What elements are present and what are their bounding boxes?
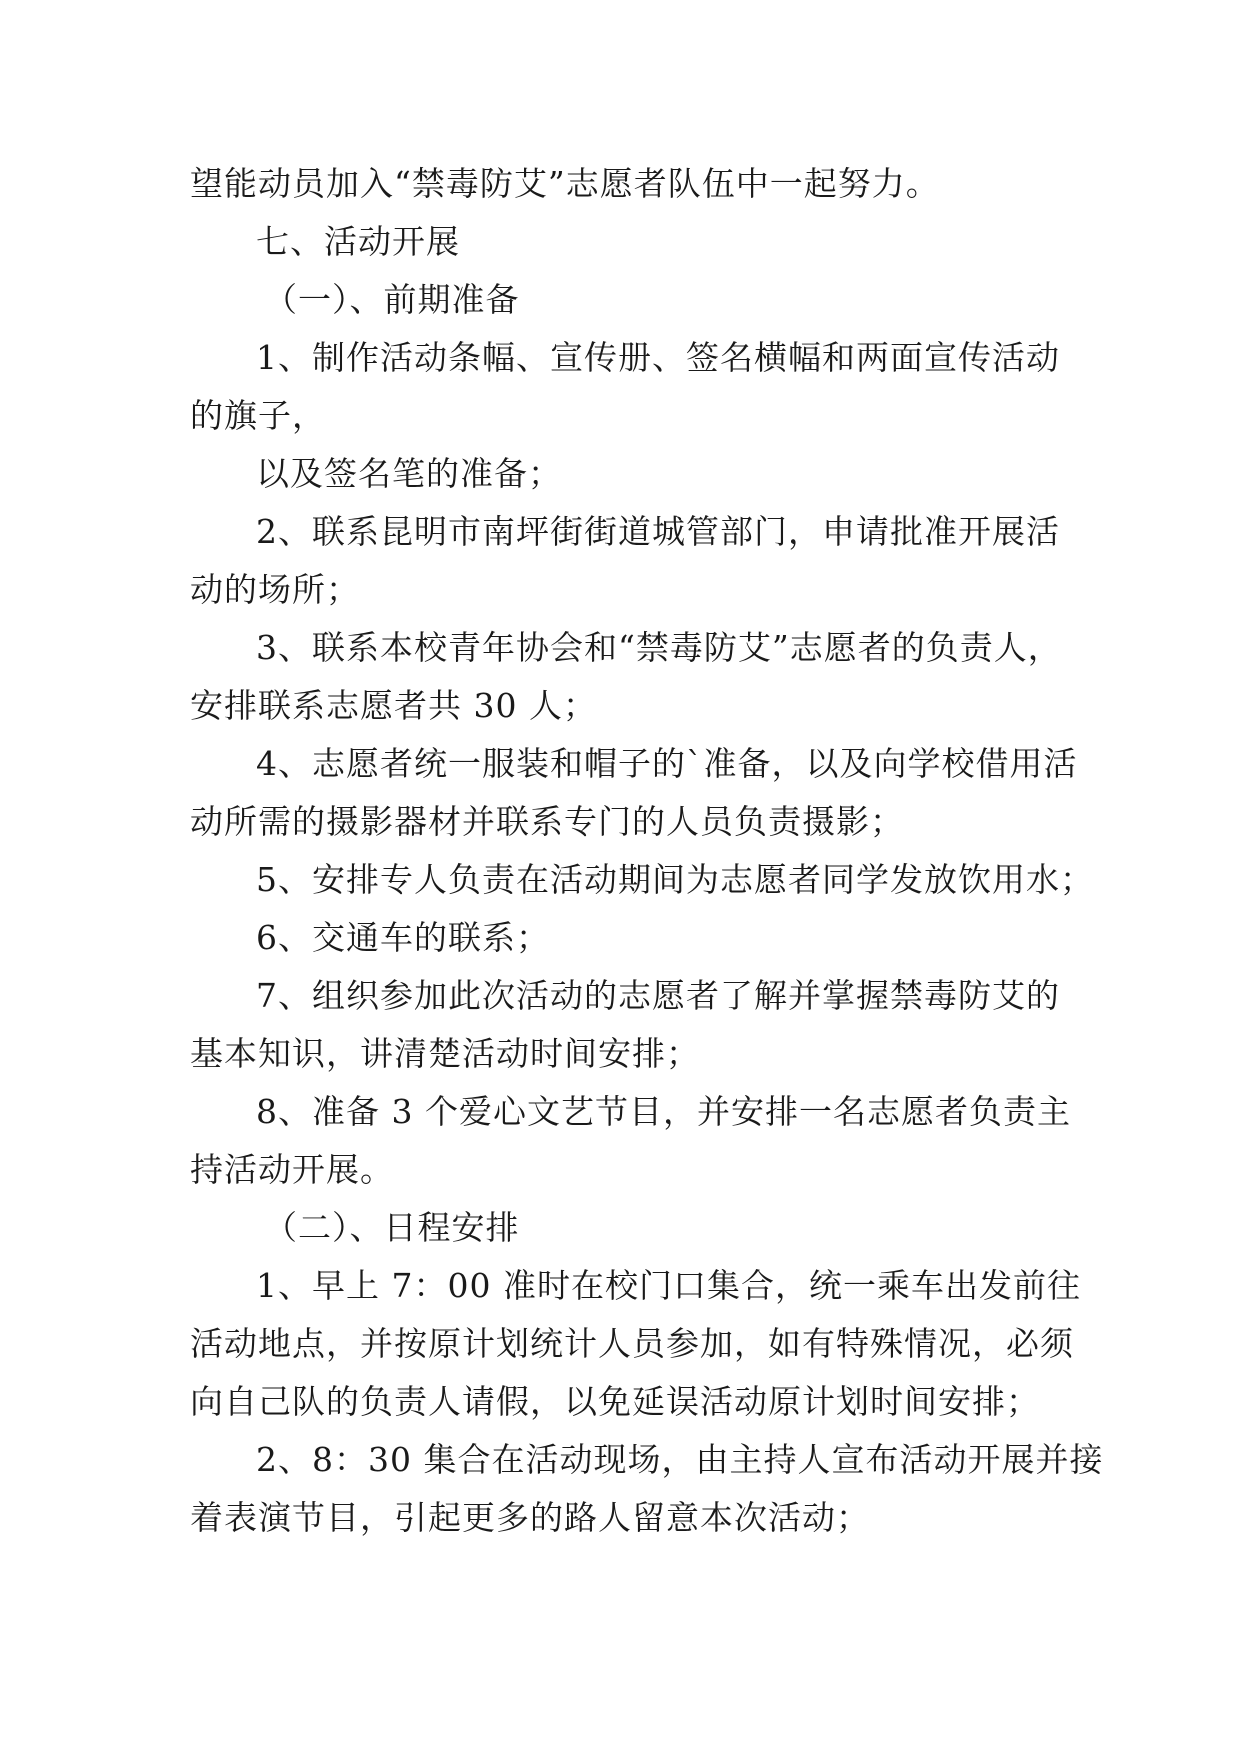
list-item-line: 3、联系本校青年协会和“禁毒防艾”志愿者的负责人， [256,628,1062,667]
list-item-line: 8、准备 3 个爱心文艺节目，并安排一名志愿者负责主 [256,1092,1071,1131]
list-item-line: 持活动开展。 [190,1150,394,1189]
list-item-line: 着表演节目，引起更多的路人留意本次活动； [190,1498,870,1537]
list-item-line: 7、组织参加此次活动的志愿者了解并掌握禁毒防艾的 [256,976,1060,1015]
list-item-line: 安排联系志愿者共 30 人； [190,686,597,725]
list-item-line: 5、安排专人负责在活动期间为志愿者同学发放饮用水； [256,860,1094,899]
list-item-line: 动所需的摄影器材并联系专门的人员负责摄影； [190,802,904,841]
section-heading: 七、活动开展 [256,222,460,261]
list-item-line: 的旗子， [190,396,326,435]
list-item-line: 1、早上 7：00 准时在校门口集合，统一乘车出发前往 [256,1266,1081,1305]
list-item-line: 动的场所； [190,570,360,609]
list-item-line: 活动地点，并按原计划统计人员参加，如有特殊情况，必须 [190,1324,1074,1363]
list-item-line: 基本知识，讲清楚活动时间安排； [190,1034,700,1073]
list-item-line: 4、志愿者统一服装和帽子的`准备，以及向学校借用活 [256,744,1078,783]
subsection-heading: （二）、日程安排 [264,1208,520,1247]
paragraph-line: 望能动员加入“禁毒防艾”志愿者队伍中一起努力。 [190,164,940,203]
list-item-line: 1、制作活动条幅、宣传册、签名横幅和两面宣传活动 [256,338,1060,377]
list-item-line: 2、8：30 集合在活动现场，由主持人宣布活动开展并接 [256,1440,1104,1479]
document-body [190,155,1104,1547]
list-item-line: 向自己队的负责人请假，以免延误活动原计划时间安排； [190,1382,1040,1421]
subsection-heading: （一）、前期准备 [264,280,520,319]
list-item-line: 以及签名笔的准备； [256,454,562,493]
list-item-line: 2、联系昆明市南坪街街道城管部门，申请批准开展活 [256,512,1060,551]
list-item-line: 6、交通车的联系； [256,918,550,957]
